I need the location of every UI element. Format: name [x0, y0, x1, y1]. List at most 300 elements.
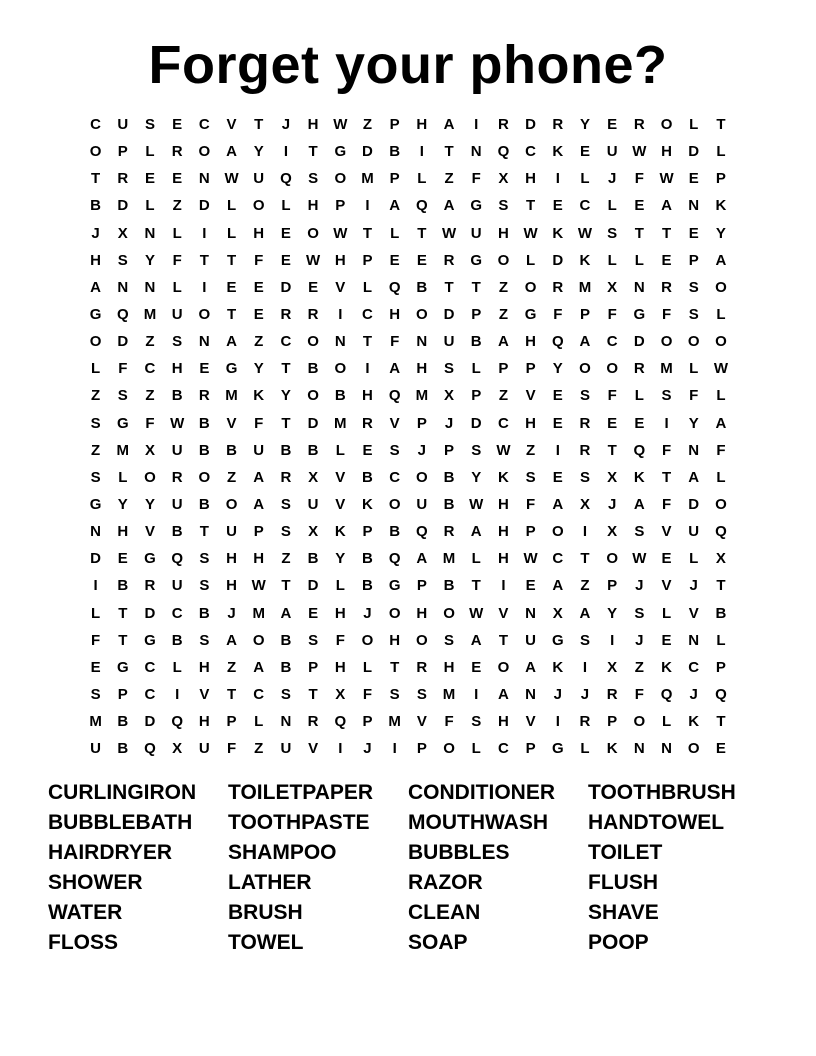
grid-cell[interactable]: R	[416, 658, 428, 676]
grid-cell[interactable]: H	[334, 604, 346, 622]
grid-cell[interactable]: S	[579, 387, 590, 405]
grid-cell[interactable]: Q	[497, 143, 510, 161]
grid-cell[interactable]: D	[552, 251, 564, 269]
grid-cell[interactable]: P	[389, 116, 400, 134]
grid-cell[interactable]: Q	[633, 441, 646, 459]
grid-cell[interactable]: T	[471, 577, 481, 595]
grid-cell[interactable]: S	[444, 360, 455, 378]
grid-cell[interactable]: F	[172, 251, 182, 269]
grid-cell[interactable]: K	[552, 224, 564, 242]
grid-cell[interactable]: P	[525, 740, 536, 758]
grid-cell[interactable]: Y	[280, 387, 291, 405]
grid-cell[interactable]: L	[145, 197, 155, 215]
grid-cell[interactable]: J	[635, 631, 644, 649]
grid-cell[interactable]: O	[416, 468, 428, 486]
grid-cell[interactable]: P	[308, 658, 319, 676]
grid-cell[interactable]: W	[659, 170, 674, 188]
grid-cell[interactable]: M	[361, 170, 374, 188]
grid-cell[interactable]: P	[362, 713, 373, 731]
grid-cell[interactable]: L	[91, 604, 101, 622]
grid-cell[interactable]: A	[253, 658, 265, 676]
grid-cell[interactable]: B	[443, 577, 455, 595]
grid-cell[interactable]: I	[610, 631, 615, 649]
grid-cell[interactable]: L	[226, 197, 237, 215]
grid-cell[interactable]: E	[607, 116, 618, 134]
grid-cell[interactable]: O	[198, 306, 211, 324]
grid-cell[interactable]: A	[226, 631, 237, 649]
grid-cell[interactable]: E	[579, 143, 590, 161]
grid-cell[interactable]: X	[579, 496, 590, 514]
grid-cell[interactable]: U	[416, 496, 428, 514]
grid-cell[interactable]: F	[91, 631, 101, 649]
grid-cell[interactable]: B	[90, 197, 102, 215]
grid-cell[interactable]: C	[144, 360, 156, 378]
grid-cell[interactable]: U	[171, 306, 183, 324]
grid-cell[interactable]: F	[471, 170, 481, 188]
grid-cell[interactable]: L	[716, 468, 726, 486]
grid-cell[interactable]: N	[90, 523, 102, 541]
grid-cell[interactable]: D	[198, 197, 210, 215]
grid-cell[interactable]: S	[280, 523, 291, 541]
grid-cell[interactable]: X	[607, 658, 618, 676]
grid-cell[interactable]: L	[172, 224, 182, 242]
grid-cell[interactable]: T	[634, 224, 644, 242]
grid-cell[interactable]: F	[689, 387, 699, 405]
grid-cell[interactable]: I	[501, 577, 506, 595]
grid-cell[interactable]: A	[661, 197, 672, 215]
grid-cell[interactable]: R	[633, 116, 645, 134]
grid-cell[interactable]: E	[688, 170, 699, 188]
grid-cell[interactable]: Z	[498, 387, 508, 405]
grid-cell[interactable]: X	[172, 740, 183, 758]
grid-cell[interactable]: L	[607, 197, 617, 215]
grid-cell[interactable]: L	[471, 740, 481, 758]
grid-cell[interactable]: V	[335, 468, 346, 486]
grid-cell[interactable]: E	[661, 251, 672, 269]
grid-cell[interactable]: X	[308, 523, 319, 541]
grid-cell[interactable]: W	[713, 360, 728, 378]
grid-cell[interactable]: E	[552, 468, 563, 486]
grid-cell[interactable]: Q	[280, 170, 292, 188]
grid-cell[interactable]: Z	[172, 197, 182, 215]
grid-cell[interactable]: I	[365, 197, 370, 215]
grid-cell[interactable]: S	[416, 686, 427, 704]
grid-cell[interactable]: Y	[607, 604, 618, 622]
grid-cell[interactable]: B	[307, 360, 319, 378]
grid-cell[interactable]: V	[416, 713, 427, 731]
grid-cell[interactable]: H	[171, 360, 183, 378]
grid-cell[interactable]: M	[415, 387, 429, 405]
grid-cell[interactable]: Y	[144, 496, 155, 514]
grid-cell[interactable]: Q	[388, 278, 401, 296]
grid-cell[interactable]: G	[551, 740, 564, 758]
grid-cell[interactable]: R	[579, 441, 591, 459]
grid-cell[interactable]: W	[523, 550, 538, 568]
grid-cell[interactable]: A	[497, 333, 509, 351]
grid-cell[interactable]: Y	[335, 550, 346, 568]
grid-cell[interactable]: O	[307, 224, 319, 242]
grid-cell[interactable]: J	[363, 604, 372, 622]
grid-cell[interactable]: W	[333, 224, 348, 242]
grid-cell[interactable]: J	[635, 577, 644, 595]
grid-cell[interactable]: E	[661, 550, 672, 568]
grid-cell[interactable]: A	[443, 116, 455, 134]
grid-cell[interactable]: J	[281, 116, 291, 134]
grid-cell[interactable]: R	[171, 468, 183, 486]
grid-cell[interactable]: Q	[551, 333, 564, 351]
grid-cell[interactable]: N	[688, 197, 700, 215]
grid-cell[interactable]: L	[254, 713, 264, 731]
grid-cell[interactable]: U	[171, 496, 183, 514]
grid-cell[interactable]: G	[116, 414, 129, 432]
grid-cell[interactable]: O	[388, 496, 401, 514]
grid-cell[interactable]: O	[497, 658, 510, 676]
grid-cell[interactable]: L	[689, 116, 699, 134]
grid-cell[interactable]: T	[716, 713, 726, 731]
grid-cell[interactable]: F	[390, 333, 400, 351]
grid-cell[interactable]: P	[471, 306, 482, 324]
grid-cell[interactable]: O	[225, 496, 238, 514]
grid-cell[interactable]: C	[362, 306, 373, 324]
grid-cell[interactable]: B	[117, 713, 129, 731]
grid-cell[interactable]: R	[579, 713, 591, 731]
grid-cell[interactable]: R	[117, 170, 129, 188]
grid-cell[interactable]: C	[90, 116, 102, 134]
grid-cell[interactable]: E	[253, 306, 264, 324]
grid-cell[interactable]: Z	[281, 550, 291, 568]
grid-cell[interactable]: O	[198, 468, 211, 486]
grid-cell[interactable]: U	[253, 441, 265, 459]
grid-cell[interactable]: U	[226, 523, 237, 541]
grid-cell[interactable]: O	[307, 387, 319, 405]
grid-cell[interactable]: R	[633, 360, 645, 378]
grid-cell[interactable]: A	[253, 468, 265, 486]
grid-cell[interactable]: E	[253, 278, 264, 296]
grid-cell[interactable]: A	[389, 360, 401, 378]
grid-cell[interactable]: D	[90, 550, 102, 568]
grid-cell[interactable]: B	[389, 143, 401, 161]
grid-cell[interactable]: J	[607, 496, 617, 514]
grid-cell[interactable]: L	[390, 224, 400, 242]
grid-cell[interactable]: G	[225, 360, 238, 378]
grid-cell[interactable]: L	[716, 631, 726, 649]
grid-cell[interactable]: S	[389, 441, 400, 459]
grid-cell[interactable]: Z	[498, 306, 508, 324]
grid-cell[interactable]: R	[497, 116, 509, 134]
grid-cell[interactable]: F	[634, 686, 644, 704]
grid-cell[interactable]: T	[199, 523, 209, 541]
grid-cell[interactable]: P	[688, 251, 699, 269]
grid-cell[interactable]: P	[579, 306, 590, 324]
grid-cell[interactable]: V	[525, 387, 536, 405]
grid-cell[interactable]: C	[280, 333, 292, 351]
grid-cell[interactable]: O	[633, 713, 646, 731]
grid-cell[interactable]: B	[198, 414, 210, 432]
grid-cell[interactable]: S	[90, 468, 101, 486]
grid-cell[interactable]: S	[579, 468, 590, 486]
grid-cell[interactable]: S	[308, 170, 319, 188]
grid-cell[interactable]: I	[93, 577, 98, 595]
grid-cell[interactable]: Z	[91, 387, 101, 405]
grid-cell[interactable]: G	[116, 658, 129, 676]
grid-cell[interactable]: I	[664, 414, 669, 432]
grid-cell[interactable]: S	[607, 224, 618, 242]
grid-cell[interactable]: E	[688, 224, 699, 242]
grid-cell[interactable]: B	[171, 523, 183, 541]
grid-cell[interactable]: V	[226, 414, 237, 432]
grid-cell[interactable]: B	[389, 523, 401, 541]
grid-cell[interactable]: T	[444, 278, 454, 296]
grid-cell[interactable]: D	[307, 414, 319, 432]
grid-cell[interactable]: V	[498, 604, 509, 622]
grid-cell[interactable]: B	[280, 441, 292, 459]
grid-cell[interactable]: F	[362, 686, 373, 704]
grid-cell[interactable]: R	[579, 414, 591, 432]
grid-cell[interactable]: N	[416, 333, 428, 351]
grid-cell[interactable]: I	[555, 441, 560, 459]
grid-cell[interactable]: P	[607, 577, 618, 595]
grid-cell[interactable]: B	[198, 496, 210, 514]
grid-cell[interactable]: E	[280, 251, 291, 269]
grid-cell[interactable]: F	[607, 387, 617, 405]
grid-cell[interactable]: B	[171, 631, 183, 649]
grid-cell[interactable]: H	[226, 550, 237, 568]
grid-cell[interactable]: O	[606, 550, 618, 568]
grid-cell[interactable]: O	[443, 604, 455, 622]
grid-cell[interactable]: U	[171, 577, 183, 595]
grid-cell[interactable]: N	[688, 631, 700, 649]
grid-cell[interactable]: E	[471, 658, 482, 676]
grid-cell[interactable]: I	[419, 143, 424, 161]
grid-cell[interactable]: Q	[171, 713, 183, 731]
grid-cell[interactable]: L	[226, 224, 237, 242]
grid-cell[interactable]: K	[362, 496, 373, 514]
grid-cell[interactable]: Q	[416, 197, 428, 215]
grid-cell[interactable]: C	[497, 740, 509, 758]
grid-cell[interactable]: H	[389, 306, 401, 324]
grid-cell[interactable]: U	[688, 523, 700, 541]
grid-cell[interactable]: N	[144, 224, 156, 242]
grid-cell[interactable]: F	[526, 496, 536, 514]
grid-cell[interactable]: T	[362, 224, 373, 242]
grid-cell[interactable]: C	[171, 604, 183, 622]
grid-cell[interactable]: H	[117, 523, 129, 541]
grid-cell[interactable]: U	[470, 224, 482, 242]
grid-cell[interactable]: V	[226, 116, 237, 134]
grid-cell[interactable]: E	[199, 360, 210, 378]
grid-cell[interactable]: Q	[388, 550, 401, 568]
grid-cell[interactable]: X	[498, 170, 509, 188]
grid-cell[interactable]: T	[308, 143, 318, 161]
grid-cell[interactable]: F	[553, 306, 563, 324]
grid-cell[interactable]: I	[555, 713, 560, 731]
grid-cell[interactable]: T	[444, 143, 454, 161]
grid-cell[interactable]: H	[389, 631, 401, 649]
grid-cell[interactable]: T	[417, 224, 427, 242]
grid-cell[interactable]: B	[443, 468, 455, 486]
grid-cell[interactable]: D	[117, 197, 129, 215]
grid-cell[interactable]: U	[307, 496, 319, 514]
grid-cell[interactable]: I	[474, 686, 479, 704]
grid-cell[interactable]: K	[661, 658, 672, 676]
grid-cell[interactable]: T	[118, 604, 128, 622]
grid-cell[interactable]: L	[281, 197, 291, 215]
grid-cell[interactable]: S	[90, 686, 101, 704]
grid-cell[interactable]: F	[661, 441, 672, 459]
grid-cell[interactable]: W	[306, 251, 321, 269]
grid-cell[interactable]: P	[335, 197, 346, 215]
grid-cell[interactable]: B	[117, 740, 129, 758]
grid-cell[interactable]: B	[443, 496, 455, 514]
grid-cell[interactable]: Q	[116, 306, 129, 324]
grid-cell[interactable]: B	[334, 387, 346, 405]
grid-cell[interactable]: S	[634, 604, 645, 622]
grid-cell[interactable]: Z	[91, 441, 101, 459]
grid-cell[interactable]: O	[579, 360, 591, 378]
grid-cell[interactable]: W	[170, 414, 185, 432]
grid-cell[interactable]: S	[661, 387, 672, 405]
grid-cell[interactable]: X	[607, 278, 618, 296]
grid-cell[interactable]: W	[251, 577, 266, 595]
grid-cell[interactable]: T	[308, 686, 318, 704]
grid-cell[interactable]: G	[633, 306, 646, 324]
grid-cell[interactable]: R	[661, 278, 672, 296]
grid-cell[interactable]: K	[552, 658, 564, 676]
grid-cell[interactable]: P	[416, 740, 427, 758]
grid-cell[interactable]: U	[117, 116, 129, 134]
grid-cell[interactable]: H	[253, 550, 265, 568]
grid-cell[interactable]: V	[144, 523, 155, 541]
grid-cell[interactable]: O	[497, 251, 510, 269]
grid-cell[interactable]: V	[525, 713, 536, 731]
grid-cell[interactable]: S	[280, 496, 291, 514]
grid-cell[interactable]: L	[362, 278, 373, 296]
grid-cell[interactable]: V	[661, 523, 672, 541]
grid-cell[interactable]: I	[202, 224, 207, 242]
grid-cell[interactable]: A	[715, 251, 727, 269]
grid-cell[interactable]: R	[606, 686, 618, 704]
grid-cell[interactable]: V	[661, 577, 672, 595]
grid-cell[interactable]: H	[362, 387, 373, 405]
grid-cell[interactable]: R	[280, 468, 292, 486]
grid-cell[interactable]: H	[416, 360, 428, 378]
grid-cell[interactable]: H	[525, 414, 537, 432]
grid-cell[interactable]: I	[582, 658, 588, 676]
grid-cell[interactable]: Z	[254, 740, 264, 758]
grid-cell[interactable]: B	[362, 577, 373, 595]
grid-cell[interactable]: Y	[144, 251, 155, 269]
grid-cell[interactable]: W	[632, 143, 647, 161]
grid-cell[interactable]: M	[225, 387, 238, 405]
grid-cell[interactable]: D	[307, 577, 319, 595]
grid-cell[interactable]: T	[254, 116, 264, 134]
grid-cell[interactable]: F	[254, 251, 264, 269]
grid-cell[interactable]: Y	[253, 143, 264, 161]
grid-cell[interactable]: M	[660, 360, 673, 378]
grid-cell[interactable]: H	[497, 496, 509, 514]
grid-cell[interactable]: Y	[688, 414, 699, 432]
grid-cell[interactable]: H	[334, 658, 346, 676]
grid-cell[interactable]: R	[144, 577, 156, 595]
grid-cell[interactable]: S	[172, 333, 183, 351]
grid-cell[interactable]: O	[416, 631, 428, 649]
grid-cell[interactable]: H	[198, 713, 210, 731]
grid-cell[interactable]: D	[362, 143, 373, 161]
grid-cell[interactable]: E	[144, 170, 155, 188]
grid-cell[interactable]: T	[390, 658, 400, 676]
grid-cell[interactable]: J	[91, 224, 100, 242]
grid-cell[interactable]: G	[144, 631, 156, 649]
grid-cell[interactable]: A	[715, 414, 727, 432]
grid-cell[interactable]: I	[555, 170, 560, 188]
grid-cell[interactable]: D	[525, 116, 537, 134]
grid-cell[interactable]: W	[333, 116, 348, 134]
grid-cell[interactable]: B	[198, 604, 210, 622]
grid-cell[interactable]: N	[688, 441, 700, 459]
grid-cell[interactable]: T	[362, 333, 373, 351]
grid-cell[interactable]: E	[661, 631, 672, 649]
grid-cell[interactable]: C	[144, 686, 156, 704]
grid-cell[interactable]: H	[497, 224, 509, 242]
grid-cell[interactable]: E	[525, 577, 536, 595]
grid-cell[interactable]: L	[172, 658, 182, 676]
grid-cell[interactable]: P	[715, 658, 726, 676]
grid-cell[interactable]: O	[89, 333, 102, 351]
grid-cell[interactable]: R	[280, 306, 292, 324]
grid-cell[interactable]: A	[389, 197, 401, 215]
grid-cell[interactable]: K	[606, 740, 618, 758]
grid-cell[interactable]: L	[335, 577, 345, 595]
grid-cell[interactable]: C	[525, 143, 537, 161]
grid-cell[interactable]: O	[443, 740, 455, 758]
grid-cell[interactable]: O	[388, 604, 401, 622]
grid-cell[interactable]: I	[392, 740, 397, 758]
grid-cell[interactable]: S	[688, 306, 699, 324]
grid-cell[interactable]: V	[688, 604, 699, 622]
grid-cell[interactable]: A	[226, 143, 237, 161]
grid-cell[interactable]: H	[334, 251, 346, 269]
grid-cell[interactable]: T	[281, 414, 291, 432]
grid-cell[interactable]: Q	[144, 740, 156, 758]
grid-cell[interactable]: O	[361, 631, 374, 649]
grid-cell[interactable]: Z	[498, 278, 508, 296]
grid-cell[interactable]: F	[716, 441, 726, 459]
grid-cell[interactable]: L	[661, 604, 672, 622]
grid-cell[interactable]: R	[171, 143, 183, 161]
grid-cell[interactable]: O	[334, 360, 347, 378]
grid-cell[interactable]: L	[91, 360, 101, 378]
grid-cell[interactable]: D	[470, 414, 482, 432]
grid-cell[interactable]: S	[498, 197, 509, 215]
grid-cell[interactable]: S	[444, 631, 455, 649]
grid-cell[interactable]: I	[582, 523, 588, 541]
grid-cell[interactable]: E	[280, 224, 291, 242]
grid-cell[interactable]: C	[389, 468, 401, 486]
grid-cell[interactable]: J	[580, 686, 590, 704]
grid-cell[interactable]: S	[634, 523, 645, 541]
grid-cell[interactable]: K	[688, 713, 700, 731]
grid-cell[interactable]: T	[607, 441, 617, 459]
grid-cell[interactable]: L	[471, 360, 481, 378]
grid-cell[interactable]: K	[253, 387, 265, 405]
grid-cell[interactable]: L	[362, 658, 373, 676]
grid-cell[interactable]: W	[577, 224, 593, 242]
grid-cell[interactable]: P	[362, 251, 373, 269]
grid-cell[interactable]: O	[715, 278, 727, 296]
grid-cell[interactable]: H	[525, 333, 537, 351]
grid-cell[interactable]: T	[91, 170, 101, 188]
grid-cell[interactable]: U	[280, 740, 292, 758]
